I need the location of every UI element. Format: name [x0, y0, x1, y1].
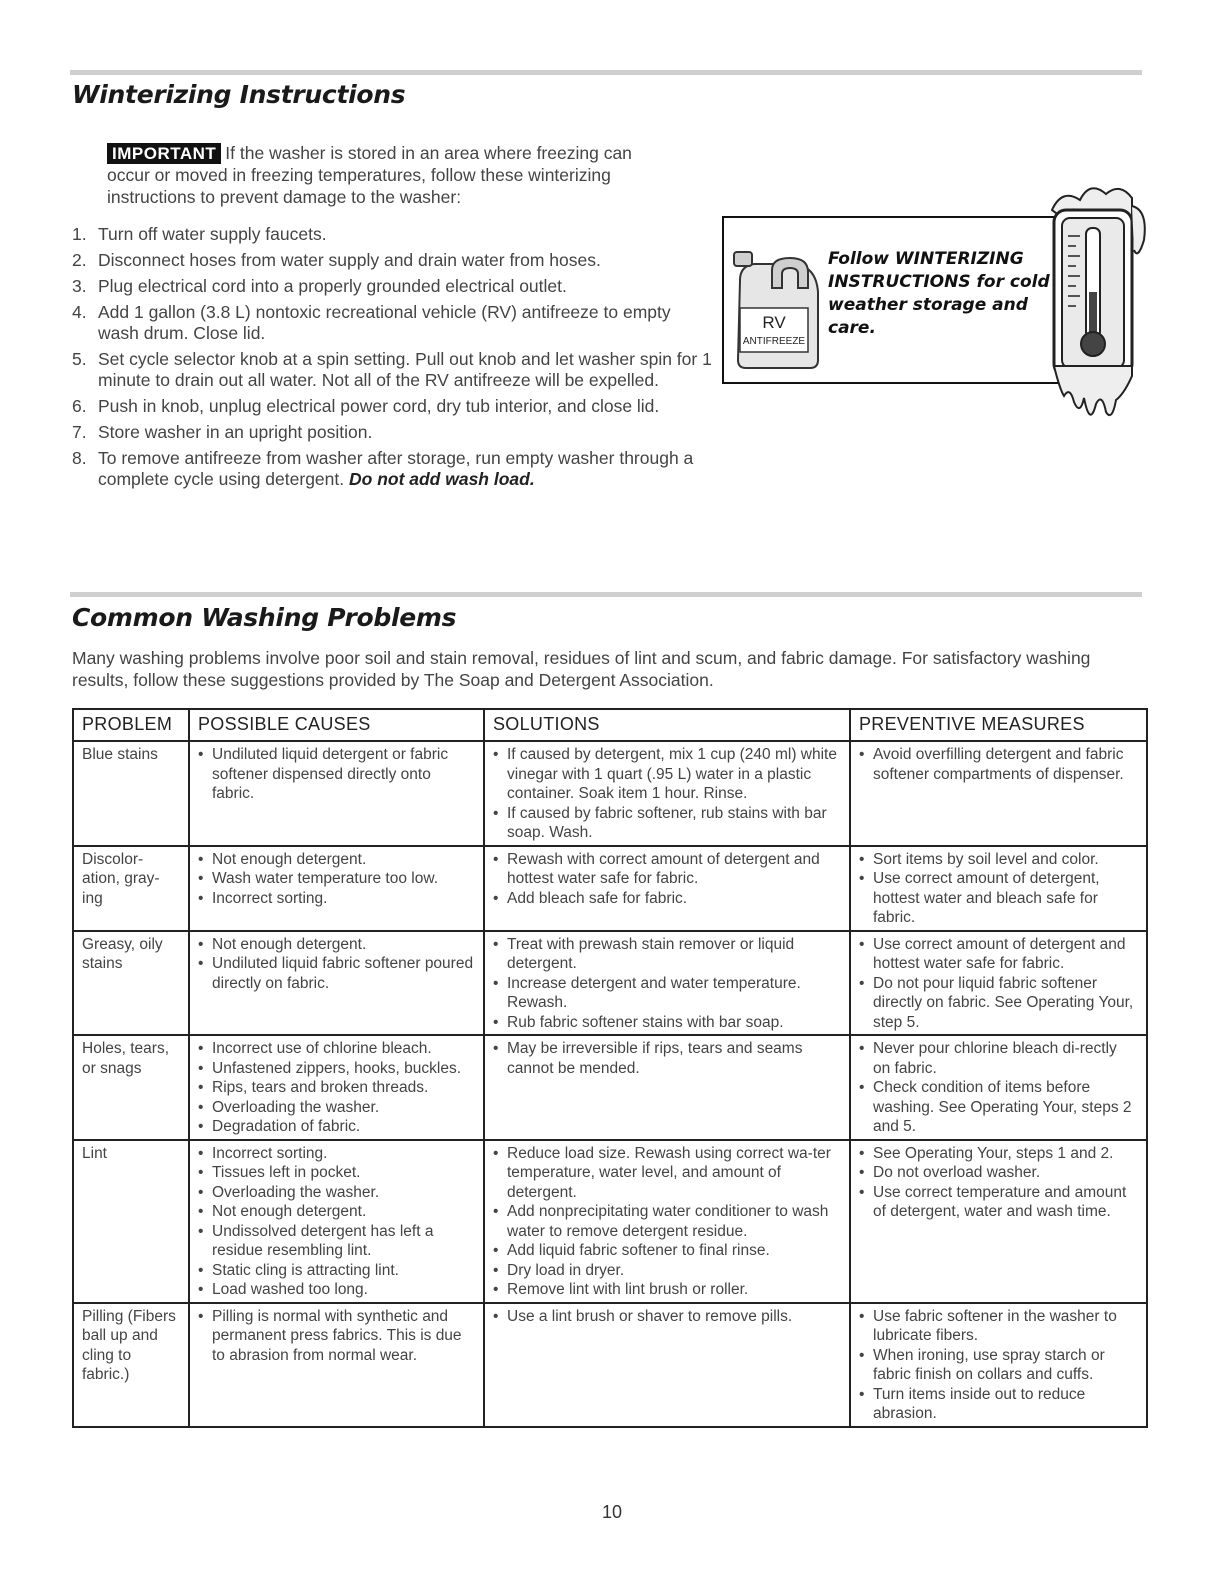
step-number: 4. — [72, 302, 87, 322]
list-item: • Undiluted liquid detergent or fabric softener dispensed directly onto fabric. — [198, 745, 475, 804]
list-item: • Wash water temperature too low. — [198, 869, 475, 889]
jug-label-antifreeze: ANTIFREEZE — [742, 336, 806, 347]
causes-cell — [189, 846, 484, 931]
list-item: • Use a lint brush or shaver to remove pills. — [493, 1307, 841, 1327]
list-item: • Remove lint with lint brush or roller. — [493, 1280, 841, 1300]
top-rule — [70, 70, 1142, 75]
list-item: • Add liquid fabric softener to final rinse. — [493, 1241, 841, 1261]
list-item: • Use correct amount of detergent and hottest water safe for fabric. — [859, 935, 1138, 974]
header-preventive: PREVENTIVE MEASURES — [850, 709, 1147, 741]
list-item: • Use correct amount of detergent, hottest water and bleach safe for fabric. — [859, 869, 1138, 928]
list-item: • Static cling is attracting lint. — [198, 1261, 475, 1281]
step-item — [72, 250, 712, 271]
solutions-cell — [484, 931, 850, 1036]
table-row — [73, 931, 1147, 1036]
step-number: 6. — [72, 396, 87, 416]
list-item: • Tissues left in pocket. — [198, 1163, 475, 1183]
list-item: • Not enough detergent. — [198, 935, 475, 955]
problems-table — [72, 708, 1148, 1428]
problem-cell: Lint — [73, 1140, 189, 1303]
preventive-cell — [850, 1303, 1147, 1427]
causes-cell — [189, 1035, 484, 1140]
step-text: Add 1 gallon (3.8 L) nontoxic recreational vehicle (RV) antifreeze to empty wash drum. Close lid. — [98, 302, 671, 343]
problem-cell: Discolor-ation, gray-ing — [73, 846, 189, 931]
solutions-cell — [484, 1035, 850, 1140]
step-text: Push in knob, unplug electrical power cord, dry tub interior, and close lid. — [98, 396, 660, 416]
frozen-thermometer-icon — [1040, 180, 1160, 440]
problem-cell: Greasy, oily stains — [73, 931, 189, 1036]
solutions-cell — [484, 1303, 850, 1427]
preventive-cell — [850, 741, 1147, 846]
causes-cell — [189, 931, 484, 1036]
step-number: 5. — [72, 349, 87, 369]
list-item: • Treat with prewash stain remover or liquid detergent. — [493, 935, 841, 974]
list-item: • Overloading the washer. — [198, 1183, 475, 1203]
problem-cell: Pilling (Fibers ball up and cling to fabric.) — [73, 1303, 189, 1427]
list-item: • May be irreversible if rips, tears and seams cannot be mended. — [493, 1039, 841, 1078]
important-badge: IMPORTANT — [107, 143, 221, 164]
list-item: • Load washed too long. — [198, 1280, 475, 1300]
list-item: • Avoid overfilling detergent and fabric softener compartments of dispenser. — [859, 745, 1138, 784]
table-row — [73, 1140, 1147, 1303]
list-item: • Do not overload washer. — [859, 1163, 1138, 1183]
winterizing-title: Winterizing Instructions — [72, 80, 406, 109]
step-item — [72, 422, 712, 443]
callout-text: Follow WINTERIZING INSTRUCTIONS for cold weather storage and care. — [828, 249, 1050, 338]
list-item: • Rips, tears and broken threads. — [198, 1078, 475, 1098]
causes-cell — [189, 741, 484, 846]
list-item: • Unfastened zippers, hooks, buckles. — [198, 1059, 475, 1079]
step-emphasis: Do not add wash load. — [349, 469, 535, 489]
solutions-cell — [484, 846, 850, 931]
step-text: Plug electrical cord into a properly grounded electrical outlet. — [98, 276, 567, 296]
step-item — [72, 224, 712, 245]
list-item: • Turn items inside out to reduce abrasion. — [859, 1385, 1138, 1424]
list-item: • Rub fabric softener stains with bar soap. — [493, 1013, 841, 1033]
antifreeze-jug-icon — [732, 248, 824, 372]
problems-title: Common Washing Problems — [72, 603, 457, 632]
step-text: To remove antifreeze from washer after storage, run empty washer through a complete cycle using detergent. Do not add wash load. — [98, 448, 694, 489]
header-problem: PROBLEM — [73, 709, 189, 741]
step-text: Store washer in an upright position. — [98, 422, 373, 442]
causes-cell — [189, 1303, 484, 1427]
preventive-cell — [850, 1035, 1147, 1140]
step-text: Set cycle selector knob at a spin setting. Pull out knob and let washer spin for 1 minute to drain out all water. Not all of the RV antifreeze will be expelled. — [98, 349, 712, 390]
list-item: • Overloading the washer. — [198, 1098, 475, 1118]
list-item: • When ironing, use spray starch or fabric finish on collars and cuffs. — [859, 1346, 1138, 1385]
step-text: Turn off water supply faucets. — [98, 224, 327, 244]
preventive-cell — [850, 1140, 1147, 1303]
section-rule — [70, 592, 1142, 597]
step-number: 2. — [72, 250, 87, 270]
list-item: • See Operating Your, steps 1 and 2. — [859, 1144, 1138, 1164]
list-item: • Incorrect sorting. — [198, 889, 475, 909]
list-item: • Dry load in dryer. — [493, 1261, 841, 1281]
list-item: • Use fabric softener in the washer to lubricate fibers. — [859, 1307, 1138, 1346]
list-item: • Pilling is normal with synthetic and permanent press fabrics. This is due to abrasion from normal wear. — [198, 1307, 475, 1366]
list-item: • Rewash with correct amount of detergent and hottest water safe for fabric. — [493, 850, 841, 889]
list-item: • Add nonprecipitating water conditioner to wash water to remove detergent residue. — [493, 1202, 841, 1241]
table-row — [73, 1303, 1147, 1427]
winterizing-intro — [107, 142, 667, 208]
step-item — [72, 302, 712, 344]
solutions-cell — [484, 1140, 850, 1303]
problem-cell: Blue stains — [73, 741, 189, 846]
winterizing-steps — [72, 224, 712, 495]
list-item: • Not enough detergent. — [198, 850, 475, 870]
list-item: • Undiluted liquid fabric softener poured directly on fabric. — [198, 954, 475, 993]
step-item — [72, 349, 712, 391]
table-row — [73, 1035, 1147, 1140]
list-item: • Increase detergent and water temperature. Rewash. — [493, 974, 841, 1013]
step-number: 1. — [72, 224, 87, 244]
preventive-cell — [850, 846, 1147, 931]
list-item: • Incorrect sorting. — [198, 1144, 475, 1164]
list-item: • If caused by fabric softener, rub stains with bar soap. Wash. — [493, 804, 841, 843]
table-header-row — [73, 709, 1147, 741]
list-item: • If caused by detergent, mix 1 cup (240 ml) white vinegar with 1 quart (.95 L) water in a plastic container. Soak item 1 hour. Rinse. — [493, 745, 841, 804]
list-item: • Undissolved detergent has left a residue resembling lint. — [198, 1222, 475, 1261]
solutions-cell — [484, 741, 850, 846]
causes-cell — [189, 1140, 484, 1303]
list-item: • Add bleach safe for fabric. — [493, 889, 841, 909]
step-text: Disconnect hoses from water supply and drain water from hoses. — [98, 250, 601, 270]
preventive-cell — [850, 931, 1147, 1036]
step-item — [72, 276, 712, 297]
step-number: 7. — [72, 422, 87, 442]
header-causes: POSSIBLE CAUSES — [189, 709, 484, 741]
list-item: • Never pour chlorine bleach di-rectly on fabric. — [859, 1039, 1138, 1078]
page-number: 10 — [601, 1502, 623, 1522]
list-item: • Sort items by soil level and color. — [859, 850, 1138, 870]
list-item: • Do not pour liquid fabric softener directly on fabric. See Operating Your, step 5. — [859, 974, 1138, 1033]
step-number: 8. — [72, 448, 87, 468]
step-number: 3. — [72, 276, 87, 296]
step-item — [72, 448, 712, 490]
problem-cell: Holes, tears, or snags — [73, 1035, 189, 1140]
header-solutions: SOLUTIONS — [484, 709, 850, 741]
list-item: • Check condition of items before washing. See Operating Your, steps 2 and 5. — [859, 1078, 1138, 1137]
step-item — [72, 396, 712, 417]
list-item: • Not enough detergent. — [198, 1202, 475, 1222]
jug-label-rv: RV — [762, 313, 786, 332]
table-row — [73, 846, 1147, 931]
list-item: • Use correct temperature and amount of detergent, water and wash time. — [859, 1183, 1138, 1222]
problems-intro: Many washing problems involve poor soil and stain removal, residues of lint and scum, and fabric damage. For satisfactory washing results, follow these suggestions provided by The Soap and Detergent Association. — [72, 648, 1091, 690]
list-item: • Incorrect use of chlorine bleach. — [198, 1039, 475, 1059]
table-row — [73, 741, 1147, 846]
list-item: • Reduce load size. Rewash using correct wa-ter temperature, water level, and amount of detergent. — [493, 1144, 841, 1203]
list-item: • Degradation of fabric. — [198, 1117, 475, 1137]
intro-text: If the washer is stored in an area where freezing can occur or moved in freezing temperatures, follow these winterizing instructions to prevent damage to the washer: — [107, 143, 632, 207]
